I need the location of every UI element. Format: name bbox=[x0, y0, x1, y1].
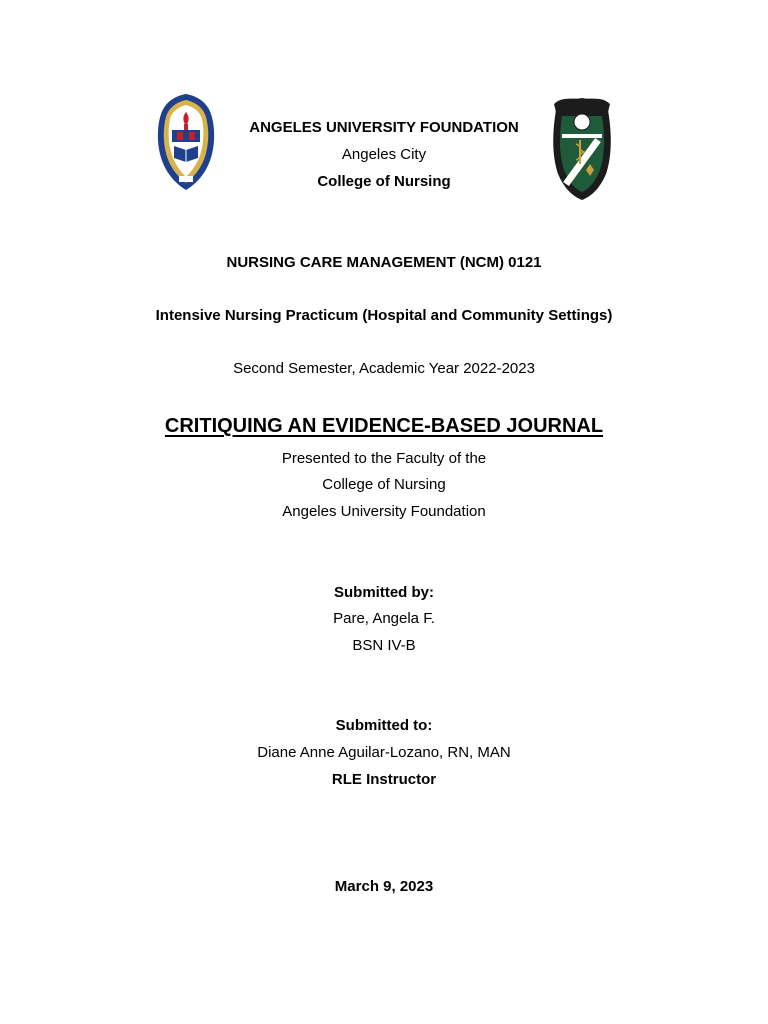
course-code: NURSING CARE MANAGEMENT (NCM) 0121 bbox=[226, 254, 542, 271]
document-title bbox=[0, 414, 768, 438]
student-name: Pare, Angela F. bbox=[333, 610, 435, 627]
submitted-to-label: Submitted to: bbox=[335, 717, 433, 734]
instructor-role: RLE Instructor bbox=[331, 771, 437, 788]
submitted-by-label: Submitted by: bbox=[334, 584, 434, 601]
college-name: College of Nursing bbox=[317, 173, 451, 190]
presented-line-2: College of Nursing bbox=[322, 476, 446, 493]
document-title-text: CRITIQUING AN EVIDENCE-BASED JOURNAL bbox=[164, 415, 604, 437]
academic-term: Second Semester, Academic Year 2022-2023 bbox=[233, 360, 535, 377]
city: Angeles City bbox=[341, 146, 427, 163]
instructor-name: Diane Anne Aguilar-Lozano, RN, MAN bbox=[257, 744, 511, 761]
student-section: BSN IV-B bbox=[352, 637, 416, 654]
presented-line-1: Presented to the Faculty of the bbox=[281, 450, 487, 467]
university-name: ANGELES UNIVERSITY FOUNDATION bbox=[249, 119, 519, 136]
course-name: Intensive Nursing Practicum (Hospital and Community Settings) bbox=[155, 307, 613, 324]
presented-line-3: Angeles University Foundation bbox=[282, 503, 486, 520]
submission-date: March 9, 2023 bbox=[334, 878, 434, 895]
